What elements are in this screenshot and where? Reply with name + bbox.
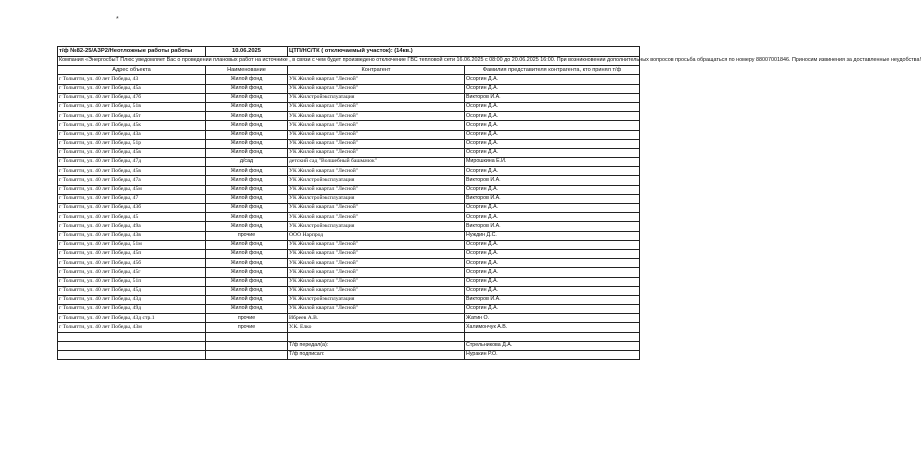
notice-row [58,57,640,66]
contractor-cell: УК Жилстройэксплуатация [288,176,465,185]
type-cell: Жилой фонд [206,102,288,111]
rep-cell: Осоргин Д.А. [465,121,640,130]
type-cell: прочие [206,314,288,323]
rep-cell: Осоргин Д.А. [465,84,640,93]
address-cell: г Тольятти, ул. 40 лет Победы, 45к [58,121,206,130]
table-row [58,249,640,258]
table-row [58,259,640,268]
address-cell: г Тольятти, ул. 40 лет Победы, 47 [58,194,206,203]
type-cell: прочие [206,323,288,332]
doc-id: т/ф №82-25/АЗР2/Неотложные работы работы [58,47,206,57]
type-cell: Жилой фонд [206,167,288,176]
table-row [58,148,640,157]
sent-label: Т/ф передал(а): [288,341,465,350]
contractor-cell: УК Жилой квартал "Лесной" [288,268,465,277]
col-header-rep: Фамилия представителя контрагента, кто принял т/ф [465,66,640,75]
type-cell: Жилой фонд [206,286,288,295]
col-header-contractor: Контрагент [288,66,465,75]
table-row [58,158,640,167]
contractor-cell: УК Жилой квартал "Лесной" [288,305,465,314]
rep-cell: Осоргин Д.А. [465,167,640,176]
section-label: ЦТП/НС/ТК ( отключаемый участок): (14кв.) [288,47,640,57]
table-row [58,194,640,203]
contractor-cell: УК Жилой квартал "Лесной" [288,121,465,130]
contractor-cell: У.К. Елко [288,323,465,332]
type-cell: Жилой фонд [206,249,288,258]
rep-cell: Осоргин Д.А. [465,268,640,277]
page-mark: * [116,16,119,23]
table-row [58,93,640,102]
address-cell: г Тольятти, ул. 40 лет Победы, 43б [58,204,206,213]
doc-date: 10.06.2025 [206,47,288,57]
blank-cell [288,332,465,341]
blank-cell [58,351,206,360]
table-row [58,75,640,84]
address-cell: г Тольятти, ул. 40 лет Победы, 45д [58,286,206,295]
contractor-cell: УК Жилой квартал "Лесной" [288,148,465,157]
type-cell: Жилой фонд [206,75,288,84]
type-cell: Жилой фонд [206,222,288,231]
type-cell: Жилой фонд [206,240,288,249]
table-row [58,286,640,295]
table-row [58,204,640,213]
contractor-cell: УК Жилой квартал "Лесной" [288,167,465,176]
table-row [58,176,640,185]
rep-cell: Осоргин Д.А. [465,249,640,258]
contractor-cell: УК Жилой квартал "Лесной" [288,277,465,286]
rep-cell: Халимончук А.В. [465,323,640,332]
type-cell: прочие [206,231,288,240]
rep-cell: Осоргин Д.А. [465,130,640,139]
table-row [58,112,640,121]
rep-cell: Осоргин Д.А. [465,240,640,249]
type-cell: Жилой фонд [206,148,288,157]
blank-cell [206,351,288,360]
table-row [58,305,640,314]
rep-cell: Осоргин Д.А. [465,185,640,194]
rep-cell: Осоргин Д.А. [465,148,640,157]
address-cell: г Тольятти, ул. 40 лет Победы, 43а [58,130,206,139]
contractor-cell: УК Жилстройэксплуатация [288,222,465,231]
address-cell: г Тольятти, ул. 40 лет Победы, 45т [58,112,206,121]
header-row [58,47,640,57]
address-cell: г Тольятти, ул. 40 лет Победы, 43 [58,75,206,84]
rep-cell: Осоргин Д.А. [465,305,640,314]
rep-cell: Осоргин Д.А. [465,259,640,268]
address-cell: г Тольятти, ул. 40 лет Победы, 47д [58,158,206,167]
address-cell: г Тольятти, ул. 40 лет Победы, 45 [58,213,206,222]
table-row [58,268,640,277]
type-cell: Жилой фонд [206,259,288,268]
address-cell: г Тольятти, ул. 40 лет Победы, 45в [58,167,206,176]
contractor-cell: УК Жилой квартал "Лесной" [288,130,465,139]
address-cell: г Тольятти, ул. 40 лет Победы, 43д стр.1 [58,314,206,323]
table-row [58,277,640,286]
table-row [58,323,640,332]
table-row [58,213,640,222]
contractor-cell: УК Жилой квартал "Лесной" [288,240,465,249]
address-cell: г Тольятти, ул. 40 лет Победы, 45г [58,268,206,277]
contractor-cell: УК Жилстройэксплуатация [288,295,465,304]
rep-cell: Викторов И.А. [465,194,640,203]
table-row [58,167,640,176]
col-header-type: Наименование [206,66,288,75]
table-row [58,84,640,93]
type-cell: Жилой фонд [206,295,288,304]
type-cell: Жилой фонд [206,176,288,185]
contractor-cell: УК Жилой квартал "Лесной" [288,139,465,148]
type-cell: Жилой фонд [206,185,288,194]
rep-cell: Нуждин Д.С. [465,231,640,240]
address-cell: г Тольятти, ул. 40 лет Победы, 47а [58,176,206,185]
rep-cell: Осоргин Д.А. [465,139,640,148]
type-cell: Жилой фонд [206,84,288,93]
contractor-cell: УК Жилстройэксплуатация [288,194,465,203]
table-row [58,185,640,194]
contractor-cell: ООО Нарпрод [288,231,465,240]
rep-cell: Мирошкина Е.И. [465,158,640,167]
table-row [58,130,640,139]
footer-sent-row [58,341,640,350]
type-cell: Жилой фонд [206,139,288,148]
contractor-cell: УК Жилой квартал "Лесной" [288,204,465,213]
type-cell: д/сад [206,158,288,167]
notice-text: Компания «ЭнергосбыТ Плюс уведомляет Вас о проведении плановых работ на источнике , в связи с чем будет произведено отключение ГВС тепловой сети 16.06.2025 с 08:00 до 20.06.2025 16:00. При возникновении дополнительных вопросов просьба обращаться по номеру 88007001846. Приносим извинения за доставленные неудобства! [58,57,640,66]
address-cell: г Тольятти, ул. 40 лет Победы, 49а [58,222,206,231]
rep-cell: Осоргин Д.А. [465,277,640,286]
contractor-cell: УК Жилой квартал "Лесной" [288,84,465,93]
type-cell: Жилой фонд [206,112,288,121]
rep-cell: Викторов И.А. [465,176,640,185]
type-cell: Жилой фонд [206,204,288,213]
contractor-cell: УК Жилой квартал "Лесной" [288,259,465,268]
table-row [58,240,640,249]
address-cell: г Тольятти, ул. 40 лет Победы, 43д [58,295,206,304]
contractor-cell: детский сад "Волшебный башмачок" [288,158,465,167]
table-row [58,295,640,304]
sent-name: Стрельникова Д.А. [465,341,640,350]
signed-name: Нуракин Р.О. [465,351,640,360]
address-cell: г Тольятти, ул. 40 лет Победы, 51в [58,102,206,111]
address-cell: г Тольятти, ул. 40 лет Победы, 45в [58,148,206,157]
table-row [58,231,640,240]
table-row [58,139,640,148]
contractor-cell: УК Жилой квартал "Лесной" [288,249,465,258]
rep-cell: Осоргин Д.А. [465,213,640,222]
contractor-cell: УК Жилстройэксплуатация [288,93,465,102]
blank-cell [206,332,288,341]
blank-row [58,332,640,341]
footer-signed-row [58,351,640,360]
signed-label: Т/ф подписал: [288,351,465,360]
outage-notice-table [57,46,921,360]
contractor-cell: УК Жилой квартал "Лесной" [288,112,465,121]
rep-cell: Осоргин Д.А. [465,75,640,84]
address-cell: г Тольятти, ул. 40 лет Победы, 45а [58,84,206,93]
rep-cell: Осоргин Д.А. [465,112,640,121]
type-cell: Жилой фонд [206,121,288,130]
rep-cell: Жатин О. [465,314,640,323]
contractor-cell: Ибреев А.В. [288,314,465,323]
type-cell: Жилой фонд [206,305,288,314]
type-cell: Жилой фонд [206,277,288,286]
contractor-cell: УК Жилой квартал "Лесной" [288,286,465,295]
address-cell: г Тольятти, ул. 40 лет Победы, 47б [58,93,206,102]
column-header-row [58,66,640,75]
table-row [58,102,640,111]
type-cell: Жилой фонд [206,213,288,222]
type-cell: Жилой фонд [206,130,288,139]
table-row [58,222,640,231]
contractor-cell: УК Жилой квартал "Лесной" [288,213,465,222]
address-cell: г Тольятти, ул. 40 лет Победы, 49д [58,305,206,314]
type-cell: Жилой фонд [206,268,288,277]
table-row [58,121,640,130]
blank-cell [206,341,288,350]
rep-cell: Викторов И.А. [465,295,640,304]
type-cell: Жилой фонд [206,194,288,203]
contractor-cell: УК Жилой квартал "Лесной" [288,185,465,194]
rep-cell: Осоргин Д.А. [465,102,640,111]
address-cell: г Тольятти, ул. 40 лет Победы, 51п [58,277,206,286]
rep-cell: Осоргин Д.А. [465,286,640,295]
rep-cell: Викторов И.А. [465,222,640,231]
blank-cell [58,341,206,350]
table-row [58,314,640,323]
address-cell: г Тольятти, ул. 40 лет Победы, 51р [58,139,206,148]
blank-cell [58,332,206,341]
type-cell: Жилой фонд [206,93,288,102]
address-cell: г Тольятти, ул. 40 лет Победы, 43м [58,323,206,332]
address-cell: г Тольятти, ул. 40 лет Победы, 45б [58,259,206,268]
blank-cell [465,332,640,341]
rep-cell: Осоргин Д.А. [465,204,640,213]
address-cell: г Тольятти, ул. 40 лет Победы, 45м [58,185,206,194]
address-cell: г Тольятти, ул. 40 лет Победы, 43в [58,231,206,240]
address-cell: г Тольятти, ул. 40 лет Победы, 51м [58,240,206,249]
col-header-address: Адрес объекта [58,66,206,75]
address-cell: г Тольятти, ул. 40 лет Победы, 45п [58,249,206,258]
rep-cell: Викторов И.А. [465,93,640,102]
contractor-cell: УК Жилой квартал "Лесной" [288,102,465,111]
contractor-cell: УК Жилой квартал "Лесной" [288,75,465,84]
